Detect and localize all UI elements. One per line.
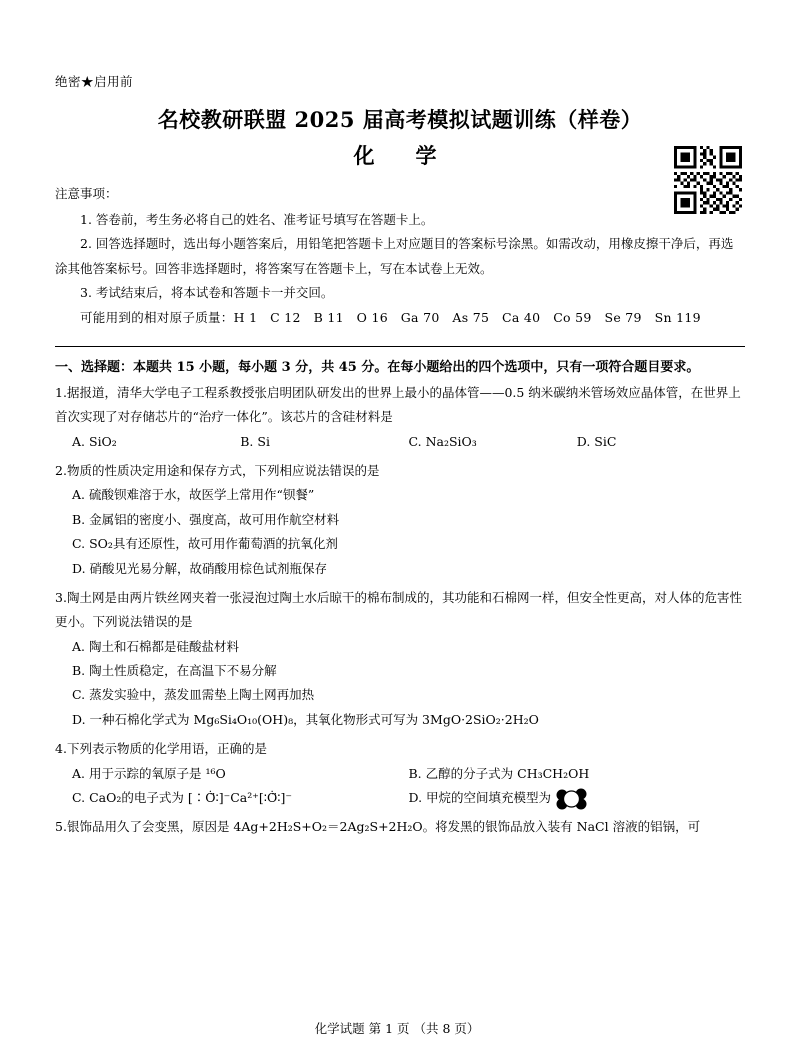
page-title: 名校教研联盟 2025 届高考模拟试题训练（样卷） <box>157 107 643 132</box>
option-label: A. <box>72 487 86 503</box>
option-label: B. <box>72 511 86 527</box>
option-text: 硫酸钡难溶于水，故医学上常用作“钡餐” <box>89 487 315 503</box>
question-3 <box>55 586 745 635</box>
option-text: Na₂SiO₃ <box>425 433 477 449</box>
option-4-A[interactable] <box>72 762 409 786</box>
option-4-C[interactable] <box>72 786 409 810</box>
option-text: 金属铝的密度小、强度高，故可用作航空材料 <box>89 511 340 527</box>
option-text: 甲烷的空间填充模型为 <box>426 789 552 805</box>
question-2-number: 2. <box>55 463 67 478</box>
option-4-B[interactable] <box>409 762 746 786</box>
option-label: D. <box>576 433 591 449</box>
option-3-B[interactable] <box>55 659 745 683</box>
question-2-stem: 物质的性质决定用途和保存方式，下列相应说法错误的是 <box>66 463 380 478</box>
note-item-2: 2. 回答选择题时，选出每小题答案后，用铅笔把答题卡上对应题目的答案标号涂黑。如需改动，用橡皮擦干净后，再选涂其他答案标号。回答非选择题时，将答案写在答题卡上，写在本试卷上无效。 <box>55 236 734 276</box>
question-4-stem: 下列表示物质的化学用语，正确的是 <box>66 741 267 757</box>
option-3-D[interactable] <box>55 708 745 732</box>
option-2-C[interactable] <box>55 532 745 556</box>
question-1-number: 1. <box>55 384 67 400</box>
option-3-A[interactable] <box>55 635 745 659</box>
question-3-number: 3. <box>55 589 67 605</box>
relative-atomic-mass: 可能用到的相对原子质量：H 1 C 12 B 11 O 16 Ga 70 As 75 Ca 40 Co 59 Se 79 Sn 119 <box>80 309 701 325</box>
option-label: B. <box>408 765 422 781</box>
question-1-options <box>55 430 745 454</box>
option-3-C[interactable] <box>55 683 745 707</box>
option-2-B[interactable] <box>55 508 745 532</box>
option-text: 陶土和石棉都是硅酸盐材料 <box>89 638 240 654</box>
subject-title: 化 学 <box>353 143 447 168</box>
question-4-number: 4. <box>55 741 67 757</box>
note-item-3: 3. 考试结束后，将本试卷和答题卡一并交回。 <box>80 285 334 301</box>
note-item-1: 1. 答卷前，考生务必将自己的姓名、准考证号填写在答题卡上。 <box>80 212 434 227</box>
option-label: C. <box>72 789 86 805</box>
question-1 <box>55 381 745 430</box>
question-2 <box>55 459 745 483</box>
option-label: D. <box>408 789 423 805</box>
option-label: A. <box>72 765 86 781</box>
option-text: 陶土性质稳定，在高温下不易分解 <box>89 663 277 678</box>
question-4 <box>55 737 745 761</box>
option-label: A. <box>72 433 86 449</box>
option-label: D. <box>72 560 86 576</box>
page-footer: 化学试题 第 1 页 （共 8 页） <box>314 1021 480 1036</box>
option-text: 蒸发实验中，蒸发皿需垫上陶土网再加热 <box>89 687 315 703</box>
question-3-stem: 陶土网是由两片铁丝网夹着一张浸泡过陶土水后晾干的棉布制成的，其功能和石棉网一样，但安全性更高，对人体的危害性更小。下列说法错误的是 <box>55 589 742 630</box>
option-text: SO₂具有还原性，故可用作葡萄酒的抗氧化剂 <box>89 536 338 552</box>
option-label: D. <box>72 711 86 727</box>
question-4-options-row-2 <box>55 786 745 810</box>
option-1-D[interactable] <box>577 430 745 454</box>
notes-heading: 注意事项： <box>55 186 118 201</box>
option-label: C. <box>408 433 422 449</box>
section-heading-multiple-choice: 一、选择题：本题共 15 小题，每小题 3 分，共 45 分。在每小题给出的四个选项中，只有一项符合题目要求。 <box>55 346 745 375</box>
option-text: SiC <box>594 433 617 449</box>
option-label: B. <box>240 433 254 449</box>
option-label: C. <box>72 536 86 552</box>
lewis-structure-icon: [∶Ȯ̈∶]⁻Ca²⁺[∶Ȯ̈∶]⁻ <box>187 789 292 805</box>
option-text: CaO₂的电子式为 <box>89 789 184 805</box>
question-1-stem: 据报道，清华大学电子工程系教授张启明团队研发出的世界上最小的晶体管——0.5 纳米碳纳米管场效应晶体管，在世界上首次实现了对存储芯片的“治疗一体化”。该芯片的含硅材料是 <box>55 384 741 425</box>
page-content <box>55 72 745 840</box>
option-text: 硝酸见光易分解，故硝酸用棕色试剂瓶保存 <box>89 560 328 576</box>
question-5-stem: 银饰品用久了会变黑，原因是 4Ag+2H₂S+O₂＝2Ag₂S+2H₂O。将发黑的银饰品放入装有 NaCl 溶液的铝锅，可 <box>66 819 701 835</box>
methane-space-filling-model-icon <box>555 788 589 808</box>
option-text: 用于示踪的氧原子是 ¹⁶O <box>89 765 226 781</box>
option-label: B. <box>72 663 86 678</box>
option-label: C. <box>72 687 86 703</box>
secret-label: 绝密★启用前 <box>55 74 134 89</box>
question-5-number: 5. <box>55 819 67 835</box>
question-5 <box>55 815 745 839</box>
option-2-D[interactable] <box>55 557 745 581</box>
option-text: SiO₂ <box>89 433 117 449</box>
option-1-A[interactable] <box>72 430 240 454</box>
qr-code-icon <box>674 146 742 214</box>
option-text: 一种石棉化学式为 Mg₆Si₄O₁₀(OH)₈，其氧化物形式可写为 3MgO·2SiO₂·2H₂O <box>89 711 539 727</box>
option-text: 乙醇的分子式为 CH₃CH₂OH <box>425 765 590 781</box>
option-1-C[interactable] <box>409 430 577 454</box>
option-text: Si <box>257 433 270 449</box>
option-label: A. <box>72 638 86 654</box>
option-4-D[interactable] <box>409 786 746 810</box>
option-1-B[interactable] <box>240 430 408 454</box>
question-4-options-row-1 <box>55 762 745 786</box>
option-2-A[interactable] <box>55 483 745 507</box>
